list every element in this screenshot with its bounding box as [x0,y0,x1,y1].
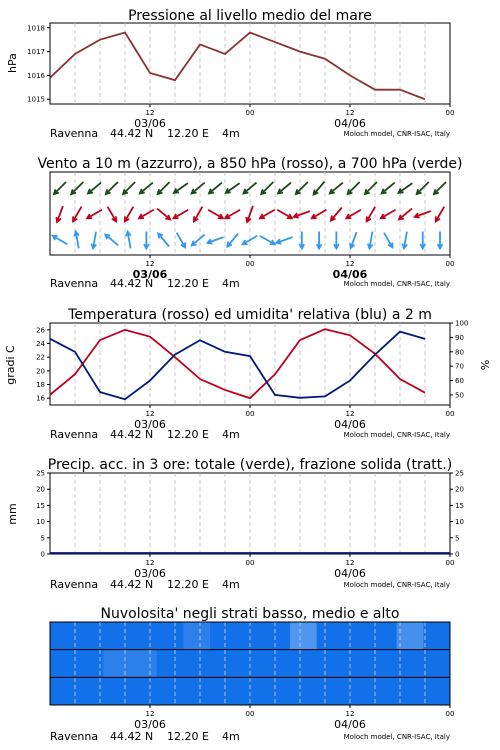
wind-arrow [296,182,308,194]
wind-arrow [399,209,412,220]
temperature-station-lon: 12.20 E [167,428,209,441]
cloud-cell [263,622,290,650]
wind-arrow-shaft [296,182,308,194]
cloud-cell [103,650,130,678]
precip-grid [75,473,425,554]
precip-station-name: Ravenna [50,578,99,591]
x-tick-label: 00 [445,710,455,718]
y-tick-label: 24 [36,340,45,348]
wind-arrow-shaft [399,209,412,220]
wind-model-credit: Moloch model, CNR-ISAC, Italy [343,280,450,288]
y-tick-label: 10 [455,518,464,527]
y-tick-label: 25 [36,469,45,478]
wind-arrow-shaft [157,209,170,220]
wind-arrow-shaft [226,183,240,193]
y-tick-label: 25 [455,469,464,478]
temperature-panel [4,307,492,441]
precip-station-lat: 44.42 N [110,578,154,591]
wind-arrow [381,210,396,219]
y-tick-label: 0 [455,550,460,559]
cloud-cell [397,622,424,650]
cloud-cell [370,650,397,678]
temperature-line [50,329,425,398]
cloud-cell [130,622,157,650]
y-tick-label: 70 [455,362,464,371]
precip-model-credit: Moloch model, CNR-ISAC, Italy [343,581,450,589]
wind-station-lat: 44.42 N [110,277,154,290]
y-tick-label: 100 [455,319,469,328]
wind-arrow [317,232,322,249]
x-tick-label: 12 [345,410,355,418]
x-tick-label: 00 [445,410,455,418]
humidity-yticks [450,320,468,400]
wind-panel [37,156,462,290]
wind-arrow [367,207,376,222]
wind-arrow-shaft [158,233,169,246]
wind-arrow-shaft [398,183,412,193]
wind-arrow [402,232,407,249]
wind-arrow [415,211,431,218]
clouds-xaxis [134,705,454,731]
wind-arrow [438,232,443,249]
pressure-station-name: Ravenna [50,127,99,140]
x-tick-label: 12 [145,260,155,268]
cloud-cell [103,677,130,705]
pressure-title: Pressione al livello medio del mare [128,8,372,24]
wind-arrow [227,233,238,246]
wind-arrow-shaft [227,233,238,246]
temperature-station-alt: 4m [222,428,240,441]
wind-arrow [277,210,292,219]
cloud-cell [397,650,424,678]
wind-arrow-shaft [330,183,343,194]
y-tick-label: 5 [455,534,460,543]
cloud-cell [210,622,237,650]
cloud-cell [183,622,210,650]
pressure-line [50,33,425,100]
pressure-plot-frame [50,23,450,104]
wind-arrow [139,210,154,219]
cloud-cell [317,650,344,678]
y-tick-label: 10 [36,518,45,527]
wind-arrow [73,207,82,222]
cloud-cell [370,622,397,650]
cloud-cell [263,677,290,705]
wind-arrow-shaft [88,183,101,194]
wind-arrow [108,207,117,222]
cloud-cell [50,677,77,705]
y-tick-label: 15 [455,501,464,510]
cloud-cell [50,650,77,678]
y-tick-label: 22 [36,353,45,362]
precip-ylabel: mm [6,503,19,525]
pressure-ylabel: hPa [6,53,19,73]
x-tick-label: 00 [245,410,255,418]
clouds-station-name: Ravenna [50,730,99,743]
cloud-cell [183,650,210,678]
x-tick-label: 12 [345,109,355,117]
wind-arrow [299,232,304,249]
y-tick-label: 20 [455,485,464,494]
y-tick-label: 20 [36,485,45,494]
cloud-cell [423,650,450,678]
x-tick-label: 00 [445,559,455,567]
cloud-cell [317,677,344,705]
cloud-cell [397,677,424,705]
wind-arrow [278,183,291,194]
wind-arrow [312,210,327,219]
wind-arrow-shaft [158,182,170,194]
precip-panel [6,457,464,591]
x-date-label: 03/06 [134,418,166,431]
cloud-cell [263,650,290,678]
wind-arrow [157,209,170,220]
y-tick-label: 5 [40,534,45,543]
x-tick-label: 12 [345,260,355,268]
y-tick-label: 50 [455,391,464,400]
y-tick-label: 0 [40,550,45,559]
wind-arrow-shaft [434,182,446,194]
x-date-label: 03/06 [132,268,168,281]
wind-arrow [54,182,66,194]
temperature-series [50,329,425,399]
wind-arrow [331,207,342,220]
y-tick-label: 26 [36,326,45,335]
wind-station-lon: 12.20 E [167,277,209,290]
precip-title: Precip. acc. in 3 ore: totale (verde), frazione solida (tratt.) [47,457,453,473]
cloud-cell [183,677,210,705]
wind-arrow [226,183,240,193]
wind-arrow [192,235,205,246]
wind-station-alt: 4m [222,277,240,290]
x-tick-label: 00 [445,109,455,117]
cloud-cell [157,622,184,650]
humidity-ylabel: % [479,359,492,371]
pressure-yticks [27,24,50,103]
cloud-cell [317,622,344,650]
wind-arrow [420,232,425,249]
wind-arrow [56,206,63,222]
clouds-station-alt: 4m [222,730,240,743]
wind-arrow-shaft [140,183,153,194]
wind-arrow-shaft [71,182,83,194]
wind-arrow-shaft [54,182,66,194]
cloud-cell [343,622,370,650]
temperature-model-credit: Moloch model, CNR-ISAC, Italy [343,431,450,439]
wind-arrow-shaft [192,235,205,246]
precip-plot-frame [50,473,450,554]
y-tick-label: 1017 [27,48,45,57]
wind-arrow [125,207,134,222]
wind-arrow [348,182,360,194]
cloud-cell [157,650,184,678]
wind-arrow [350,232,357,248]
wind-arrow [243,183,256,194]
y-tick-label: 1015 [27,95,45,104]
cloud-cell [50,622,77,650]
wind-arrow [106,182,118,194]
wind-arrow [209,183,222,194]
wind-arrow [140,183,153,194]
precip-xaxis [134,554,454,580]
pressure-station-lat: 44.42 N [110,127,154,140]
pressure-panel [6,8,454,140]
wind-arrow [368,232,373,249]
wind-arrow [436,207,445,222]
clouds-station-lon: 12.20 E [167,730,209,743]
wind-arrow [126,232,131,249]
x-date-label: 03/06 [134,117,166,130]
temperature-grid [75,323,425,405]
wind-arrow [314,181,325,194]
x-tick-label: 00 [245,260,255,268]
wind-arrow [260,210,275,219]
wind-arrow [346,210,361,219]
cloud-cell [423,622,450,650]
temperature-yticks [36,326,50,402]
wind-arrow-shaft [209,183,222,194]
x-date-label: 03/06 [134,567,166,580]
wind-arrow-shaft [314,181,325,194]
y-tick-label: 15 [36,501,45,510]
wind-arrow-shaft [417,182,429,194]
temperature-title: Temperatura (rosso) ed umidita' relativa (blu) a 2 m [68,307,432,323]
cloud-cell [210,650,237,678]
wind-station-name: Ravenna [50,277,99,290]
wind-arrow [398,183,412,193]
wind-arrow [158,233,169,246]
wind-arrow [88,183,101,194]
wind-arrow [158,182,170,194]
pressure-series [50,33,425,100]
y-tick-label: 80 [455,348,464,357]
y-tick-label: 1016 [27,71,45,80]
wind-arrow-shaft [106,182,118,194]
wind-arrow-shaft [278,183,291,194]
wind-arrow-shaft [331,207,342,220]
y-tick-label: 90 [455,333,464,342]
humidity-line [50,332,425,400]
wind-arrow-shaft [105,235,118,246]
wind-arrow-shaft [192,183,205,194]
wind-arrow [194,207,203,222]
wind-arrow [261,182,273,194]
cloud-cell [290,677,317,705]
wind-arrow [417,182,429,194]
wind-arrow-shaft [261,182,273,194]
x-date-label: 04/06 [334,117,366,130]
wind-arrow [177,233,186,248]
wind-title: Vento a 10 m (azzurro), a 850 hPa (rosso), a 700 hPa (verde) [37,156,463,172]
x-date-label: 04/06 [334,718,366,731]
y-tick-label: 60 [455,377,464,386]
wind-arrow [91,232,96,249]
x-tick-label: 00 [245,559,255,567]
clouds-panel [50,606,454,743]
wind-arrow [144,232,149,249]
wind-arrow [105,235,118,246]
wind-arrow-shaft [174,183,188,193]
y-tick-label: 20 [36,367,45,376]
cloud-cell [343,677,370,705]
x-tick-label: 12 [145,559,155,567]
x-tick-label: 00 [245,109,255,117]
wind-arrow-shaft [382,183,395,194]
x-date-label: 04/06 [334,418,366,431]
wind-arrow [294,211,310,218]
x-tick-label: 12 [345,710,355,718]
pressure-station-lon: 12.20 E [167,127,209,140]
wind-arrow-shaft [348,182,360,194]
x-tick-label: 00 [445,260,455,268]
wind-arrow [384,233,393,248]
wind-arrow [382,183,395,194]
wind-arrow [174,210,189,219]
y-tick-label: 16 [36,394,45,403]
x-tick-label: 12 [345,559,355,567]
wind-arrow [53,236,68,245]
precip-station-alt: 4m [222,578,240,591]
cloud-cell [103,622,130,650]
wind-arrows [53,181,446,248]
x-date-label: 03/06 [134,718,166,731]
wind-arrow [277,237,293,244]
wind-arrow [330,183,343,194]
pressure-station-alt: 4m [222,127,240,140]
cloud-cell [210,677,237,705]
x-tick-label: 00 [245,710,255,718]
clouds-model-credit: Moloch model, CNR-ISAC, Italy [343,733,450,741]
wind-arrow [207,237,223,244]
wind-arrow [174,183,188,193]
cloud-cell [370,677,397,705]
cloud-cell [343,650,370,678]
x-tick-label: 12 [145,109,155,117]
x-date-label: 04/06 [334,567,366,580]
wind-arrow [71,182,83,194]
y-tick-label: 18 [36,381,45,389]
x-tick-label: 12 [145,410,155,418]
wind-arrow [225,210,240,219]
temperature-station-name: Ravenna [50,428,99,441]
wind-arrow [260,236,275,245]
wind-arrow [192,183,205,194]
clouds-title: Nuvolosita' negli strati basso, medio e alto [100,606,400,622]
wind-arrow [208,210,223,219]
cloud-cell [290,622,317,650]
x-tick-label: 12 [145,710,155,718]
precip-station-lon: 12.20 E [167,578,209,591]
cloud-cell [130,677,157,705]
temperature-station-lat: 44.42 N [110,428,154,441]
x-date-label: 04/06 [332,268,368,281]
wind-arrow [334,232,339,249]
wind-arrow-shaft [243,183,256,194]
y-tick-label: 1018 [27,24,45,33]
temperature-ylabel: gradi C [4,345,17,385]
cloud-cell [157,677,184,705]
cloud-cell [290,650,317,678]
cloud-cell [423,677,450,705]
wind-arrow [434,182,446,194]
pressure-model-credit: Moloch model, CNR-ISAC, Italy [343,130,450,138]
cloud-cell [130,650,157,678]
clouds-station-lat: 44.42 N [110,730,154,743]
